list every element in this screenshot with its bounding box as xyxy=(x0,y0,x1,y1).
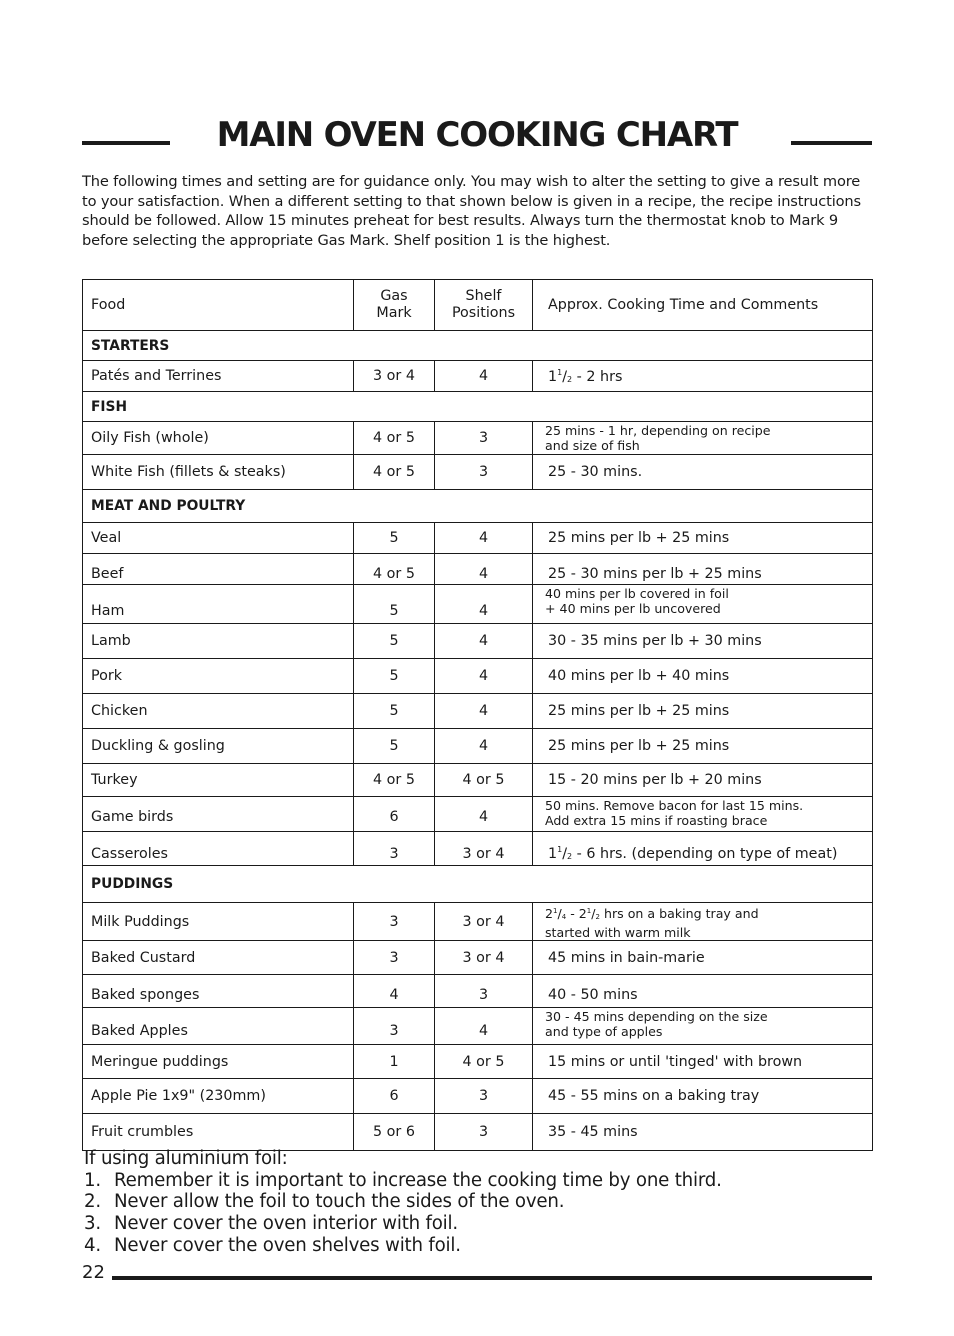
table-row: Chicken 5 4 25 mins per lb + 25 mins xyxy=(83,694,873,729)
notes-heading: If using aluminium foil: xyxy=(84,1148,288,1169)
header-shelf-positions: Shelf Positions xyxy=(435,280,533,331)
header-comments: Approx. Cooking Time and Comments xyxy=(533,280,873,331)
title-row xyxy=(82,112,872,158)
table-row: Duckling & gosling 5 4 25 mins per lb + 25 mins xyxy=(83,729,873,764)
table-header-row xyxy=(83,280,873,331)
table-row: Baked Apples 3 4 30 - 45 mins depending on the size and type of apples xyxy=(83,1008,873,1045)
section-row-meat: MEAT AND POULTRY xyxy=(83,490,873,523)
table-row: Casseroles 3 3 or 4 $1^1/_2 - 6$ hrs. (depending on type of meat) xyxy=(83,832,873,866)
list-item: 3. Never cover the oven interior with foil. xyxy=(84,1213,458,1235)
page-number: 22 xyxy=(82,1262,105,1283)
cooking-chart-table xyxy=(82,279,873,1151)
title-rule-right xyxy=(791,141,872,145)
table-row: Pork 5 4 40 mins per lb + 40 mins xyxy=(83,659,873,694)
notes-list xyxy=(84,1170,874,1257)
table-row: Game birds 6 4 50 mins. Remove bacon for last 15 mins. Add extra 15 mins if roasting brace xyxy=(83,797,873,832)
table-row: Apple Pie 1x9" (230mm) 6 3 45 - 55 mins on a baking tray xyxy=(83,1079,873,1114)
table-row: Milk Puddings 3 3 or 4 $2^1/_4 - 2^1/_2$ hrs on a baking tray and started with warm milk xyxy=(83,903,873,941)
header-gas-mark: Gas Mark xyxy=(354,280,435,331)
section-row-starters: STARTERS xyxy=(83,331,873,361)
table-row: Baked Custard 3 3 or 4 45 mins in bain-marie xyxy=(83,941,873,975)
foil-notes xyxy=(84,1148,874,1257)
page-title: MAIN OVEN COOKING CHART xyxy=(216,115,738,155)
table-row: Baked sponges 4 3 40 - 50 mins xyxy=(83,975,873,1008)
section-row-fish: FISH xyxy=(83,392,873,422)
table-row: Ham 5 4 40 mins per lb covered in foil + 40 mins per lb uncovered xyxy=(83,585,873,624)
table-row: Veal 5 4 25 mins per lb + 25 mins xyxy=(83,523,873,554)
table-row: Lamb 5 4 30 - 35 mins per lb + 30 mins xyxy=(83,624,873,659)
footer-rule xyxy=(112,1276,872,1280)
header-food: Food xyxy=(83,280,354,331)
table-row: Turkey 4 or 5 4 or 5 15 - 20 mins per lb + 20 mins xyxy=(83,764,873,797)
table-row: White Fish (fillets & steaks) 4 or 5 3 25 - 30 mins. xyxy=(83,455,873,490)
list-item: 4. Never cover the oven shelves with foil. xyxy=(84,1234,461,1256)
table-row: Oily Fish (whole) 4 or 5 3 25 mins - 1 hr, depending on recipe and size of fish xyxy=(83,422,873,455)
list-item: 1. Remember it is important to increase the cooking time by one third. xyxy=(84,1169,722,1191)
list-item: 2. Never allow the foil to touch the sides of the oven. xyxy=(84,1191,565,1213)
table-row: Fruit crumbles 5 or 6 3 35 - 45 mins xyxy=(83,1114,873,1151)
table-row: Meringue puddings 1 4 or 5 15 mins or until 'tinged' with brown xyxy=(83,1045,873,1079)
intro-paragraph: The following times and setting are for guidance only. You may wish to alter the setting to give a result more to your satisfaction. When a different setting to that shown below is given in a recipe, the recipe instructions should be followed. Allow 15 minutes preheat for best results. Always turn the thermostat knob to Mark 9 before selecting the appropriate Gas Mark. Shelf position 1 is the highest. xyxy=(82,173,861,249)
section-row-puddings: PUDDINGS xyxy=(83,866,873,903)
table-row: Beef 4 or 5 4 25 - 30 mins per lb + 25 mins xyxy=(83,554,873,585)
table-row: Patés and Terrines 3 or 4 4 $1^1/_2 - 2$ hrs xyxy=(83,361,873,392)
